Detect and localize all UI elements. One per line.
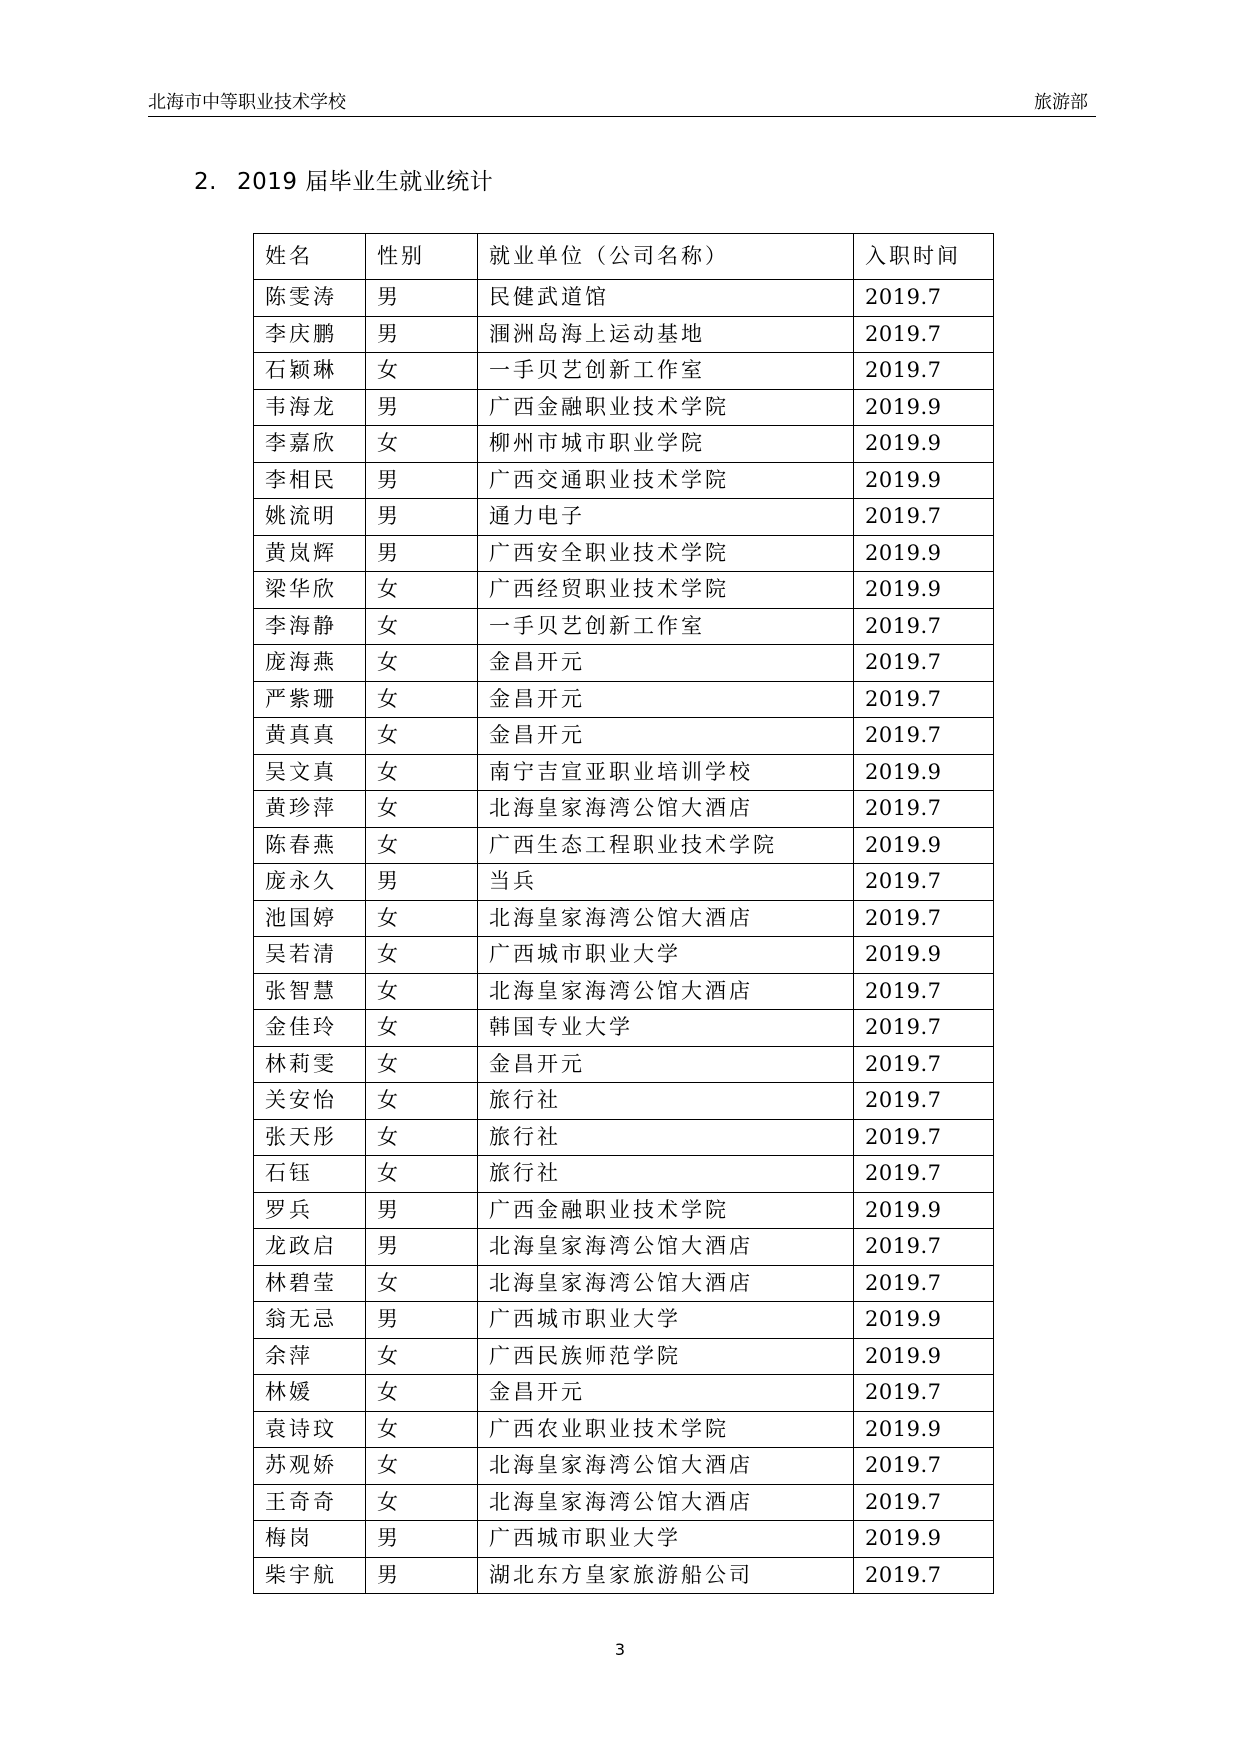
cell-company: 一手贝艺创新工作室 [478,353,854,390]
cell-start-date: 2019.7 [854,1046,994,1083]
cell-name: 关安怡 [254,1083,366,1120]
cell-gender: 男 [366,1229,478,1266]
cell-name: 罗兵 [254,1192,366,1229]
cell-gender: 女 [366,754,478,791]
table-body [254,280,994,1594]
cell-gender: 女 [366,900,478,937]
cell-start-date: 2019.7 [854,1229,994,1266]
cell-company: 湖北东方皇家旅游船公司 [478,1557,854,1594]
cell-name: 石钰 [254,1156,366,1193]
cell-company: 南宁吉宣亚职业培训学校 [478,754,854,791]
cell-start-date: 2019.9 [854,1192,994,1229]
table-row [254,1119,994,1156]
table-row [254,937,994,974]
department-name: 旅游部 [1034,92,1088,113]
cell-company: 金昌开元 [478,681,854,718]
table-row [254,681,994,718]
employment-table [253,233,994,1594]
table-row [254,462,994,499]
cell-start-date: 2019.9 [854,754,994,791]
table-row [254,1192,994,1229]
cell-gender: 女 [366,1046,478,1083]
cell-gender: 男 [366,864,478,901]
cell-gender: 男 [366,1302,478,1339]
cell-gender: 男 [366,389,478,426]
cell-name: 姚流明 [254,499,366,536]
table-row [254,1083,994,1120]
cell-gender: 女 [366,1156,478,1193]
cell-start-date: 2019.7 [854,1375,994,1412]
cell-gender: 女 [366,1448,478,1485]
cell-company: 广西交通职业技术学院 [478,462,854,499]
cell-name: 吴文真 [254,754,366,791]
cell-name: 李相民 [254,462,366,499]
cell-start-date: 2019.7 [854,499,994,536]
cell-gender: 女 [366,1484,478,1521]
cell-start-date: 2019.7 [854,1156,994,1193]
cell-name: 陈春燕 [254,827,366,864]
table-row [254,280,994,317]
cell-name: 黄真真 [254,718,366,755]
cell-start-date: 2019.9 [854,389,994,426]
cell-name: 韦海龙 [254,389,366,426]
cell-name: 石颖琳 [254,353,366,390]
cell-company: 北海皇家海湾公馆大酒店 [478,900,854,937]
cell-start-date: 2019.7 [854,645,994,682]
cell-company: 金昌开元 [478,1046,854,1083]
table-row [254,645,994,682]
cell-gender: 女 [366,645,478,682]
cell-name: 庞海燕 [254,645,366,682]
cell-name: 林莉雯 [254,1046,366,1083]
cell-gender: 女 [366,1083,478,1120]
cell-start-date: 2019.7 [854,353,994,390]
cell-name: 王奇奇 [254,1484,366,1521]
table-row [254,316,994,353]
cell-name: 龙政启 [254,1229,366,1266]
cell-name: 苏观娇 [254,1448,366,1485]
cell-start-date: 2019.9 [854,827,994,864]
cell-gender: 男 [366,280,478,317]
cell-gender: 女 [366,608,478,645]
table-row [254,353,994,390]
header-gender: 性别 [366,234,478,280]
cell-gender: 女 [366,1119,478,1156]
cell-company: 金昌开元 [478,1375,854,1412]
cell-company: 北海皇家海湾公馆大酒店 [478,1265,854,1302]
header-start-date: 入职时间 [854,234,994,280]
cell-start-date: 2019.9 [854,572,994,609]
table-row [254,1338,994,1375]
cell-name: 张智慧 [254,973,366,1010]
cell-company: 广西安全职业技术学院 [478,535,854,572]
cell-company: 北海皇家海湾公馆大酒店 [478,791,854,828]
cell-start-date: 2019.7 [854,900,994,937]
table-row [254,1375,994,1412]
section-number: 2. [194,169,217,195]
section-title: 2019 届毕业生就业统计 [236,169,494,195]
cell-company: 旅行社 [478,1083,854,1120]
cell-start-date: 2019.7 [854,973,994,1010]
cell-gender: 女 [366,1375,478,1412]
cell-company: 北海皇家海湾公馆大酒店 [478,1448,854,1485]
cell-name: 袁诗玟 [254,1411,366,1448]
cell-gender: 男 [366,535,478,572]
cell-gender: 女 [366,937,478,974]
cell-company: 广西金融职业技术学院 [478,1192,854,1229]
cell-name: 梁华欣 [254,572,366,609]
table-row [254,1557,994,1594]
cell-name: 林媛 [254,1375,366,1412]
table-row [254,718,994,755]
cell-gender: 男 [366,1557,478,1594]
table-row [254,754,994,791]
cell-company: 广西城市职业大学 [478,937,854,974]
cell-start-date: 2019.9 [854,1521,994,1558]
table-row [254,1411,994,1448]
cell-name: 翁无忌 [254,1302,366,1339]
table-row [254,1302,994,1339]
cell-gender: 女 [366,791,478,828]
table-row [254,900,994,937]
cell-gender: 男 [366,1521,478,1558]
cell-gender: 女 [366,681,478,718]
cell-start-date: 2019.7 [854,280,994,317]
cell-start-date: 2019.7 [854,1083,994,1120]
cell-name: 李嘉欣 [254,426,366,463]
cell-start-date: 2019.7 [854,1265,994,1302]
table-row [254,499,994,536]
page-number: 3 [614,1640,626,1659]
cell-company: 广西城市职业大学 [478,1302,854,1339]
table-row [254,535,994,572]
table-row [254,608,994,645]
cell-name: 严紫珊 [254,681,366,718]
cell-company: 广西金融职业技术学院 [478,389,854,426]
table-row [254,1010,994,1047]
cell-company: 北海皇家海湾公馆大酒店 [478,973,854,1010]
page-header [148,86,1096,117]
table-row [254,1448,994,1485]
cell-name: 张天彤 [254,1119,366,1156]
cell-company: 北海皇家海湾公馆大酒店 [478,1484,854,1521]
cell-company: 金昌开元 [478,718,854,755]
cell-start-date: 2019.7 [854,1484,994,1521]
cell-start-date: 2019.7 [854,1448,994,1485]
cell-name: 林碧莹 [254,1265,366,1302]
table-row [254,389,994,426]
table-row [254,1521,994,1558]
cell-name: 黄珍萍 [254,791,366,828]
cell-gender: 女 [366,1338,478,1375]
cell-company: 一手贝艺创新工作室 [478,608,854,645]
cell-company: 旅行社 [478,1156,854,1193]
cell-name: 黄岚辉 [254,535,366,572]
table-row [254,572,994,609]
table-row [254,1229,994,1266]
cell-gender: 女 [366,827,478,864]
cell-company: 广西农业职业技术学院 [478,1411,854,1448]
cell-start-date: 2019.9 [854,1338,994,1375]
cell-gender: 女 [366,426,478,463]
cell-start-date: 2019.9 [854,1411,994,1448]
cell-name: 柴宇航 [254,1557,366,1594]
cell-gender: 男 [366,499,478,536]
header-company: 就业单位（公司名称） [478,234,854,280]
cell-gender: 女 [366,353,478,390]
cell-company: 通力电子 [478,499,854,536]
cell-gender: 女 [366,1010,478,1047]
cell-company: 金昌开元 [478,645,854,682]
table-row [254,1156,994,1193]
cell-company: 广西经贸职业技术学院 [478,572,854,609]
header-name: 姓名 [254,234,366,280]
cell-name: 金佳玲 [254,1010,366,1047]
cell-company: 北海皇家海湾公馆大酒店 [478,1229,854,1266]
cell-name: 梅岗 [254,1521,366,1558]
cell-name: 李海静 [254,608,366,645]
cell-gender: 男 [366,316,478,353]
cell-gender: 女 [366,973,478,1010]
cell-company: 民健武道馆 [478,280,854,317]
table-row [254,1265,994,1302]
table-row [254,426,994,463]
cell-company: 涠洲岛海上运动基地 [478,316,854,353]
cell-start-date: 2019.9 [854,462,994,499]
cell-company: 柳州市城市职业学院 [478,426,854,463]
school-name: 北海市中等职业技术学校 [148,92,346,113]
cell-company: 当兵 [478,864,854,901]
cell-start-date: 2019.7 [854,791,994,828]
cell-gender: 女 [366,1265,478,1302]
cell-start-date: 2019.7 [854,608,994,645]
cell-start-date: 2019.9 [854,1302,994,1339]
cell-start-date: 2019.9 [854,535,994,572]
cell-name: 庞永久 [254,864,366,901]
cell-name: 陈雯涛 [254,280,366,317]
cell-name: 吴若清 [254,937,366,974]
cell-company: 广西生态工程职业技术学院 [478,827,854,864]
cell-name: 余萍 [254,1338,366,1375]
cell-start-date: 2019.7 [854,1557,994,1594]
cell-start-date: 2019.7 [854,1119,994,1156]
table-row [254,864,994,901]
cell-gender: 男 [366,462,478,499]
table-row [254,1484,994,1521]
cell-company: 韩国专业大学 [478,1010,854,1047]
cell-start-date: 2019.7 [854,718,994,755]
cell-company: 广西民族师范学院 [478,1338,854,1375]
cell-start-date: 2019.7 [854,316,994,353]
table-row [254,1046,994,1083]
table-row [254,973,994,1010]
cell-name: 池国婷 [254,900,366,937]
cell-start-date: 2019.9 [854,937,994,974]
cell-name: 李庆鹏 [254,316,366,353]
cell-gender: 女 [366,572,478,609]
cell-start-date: 2019.7 [854,681,994,718]
section-heading [194,163,493,196]
cell-start-date: 2019.7 [854,864,994,901]
cell-company: 广西城市职业大学 [478,1521,854,1558]
table-row [254,827,994,864]
table-row [254,791,994,828]
cell-company: 旅行社 [478,1119,854,1156]
table-header-row [254,234,994,280]
cell-gender: 女 [366,1411,478,1448]
cell-gender: 男 [366,1192,478,1229]
cell-start-date: 2019.7 [854,1010,994,1047]
cell-start-date: 2019.9 [854,426,994,463]
cell-gender: 女 [366,718,478,755]
